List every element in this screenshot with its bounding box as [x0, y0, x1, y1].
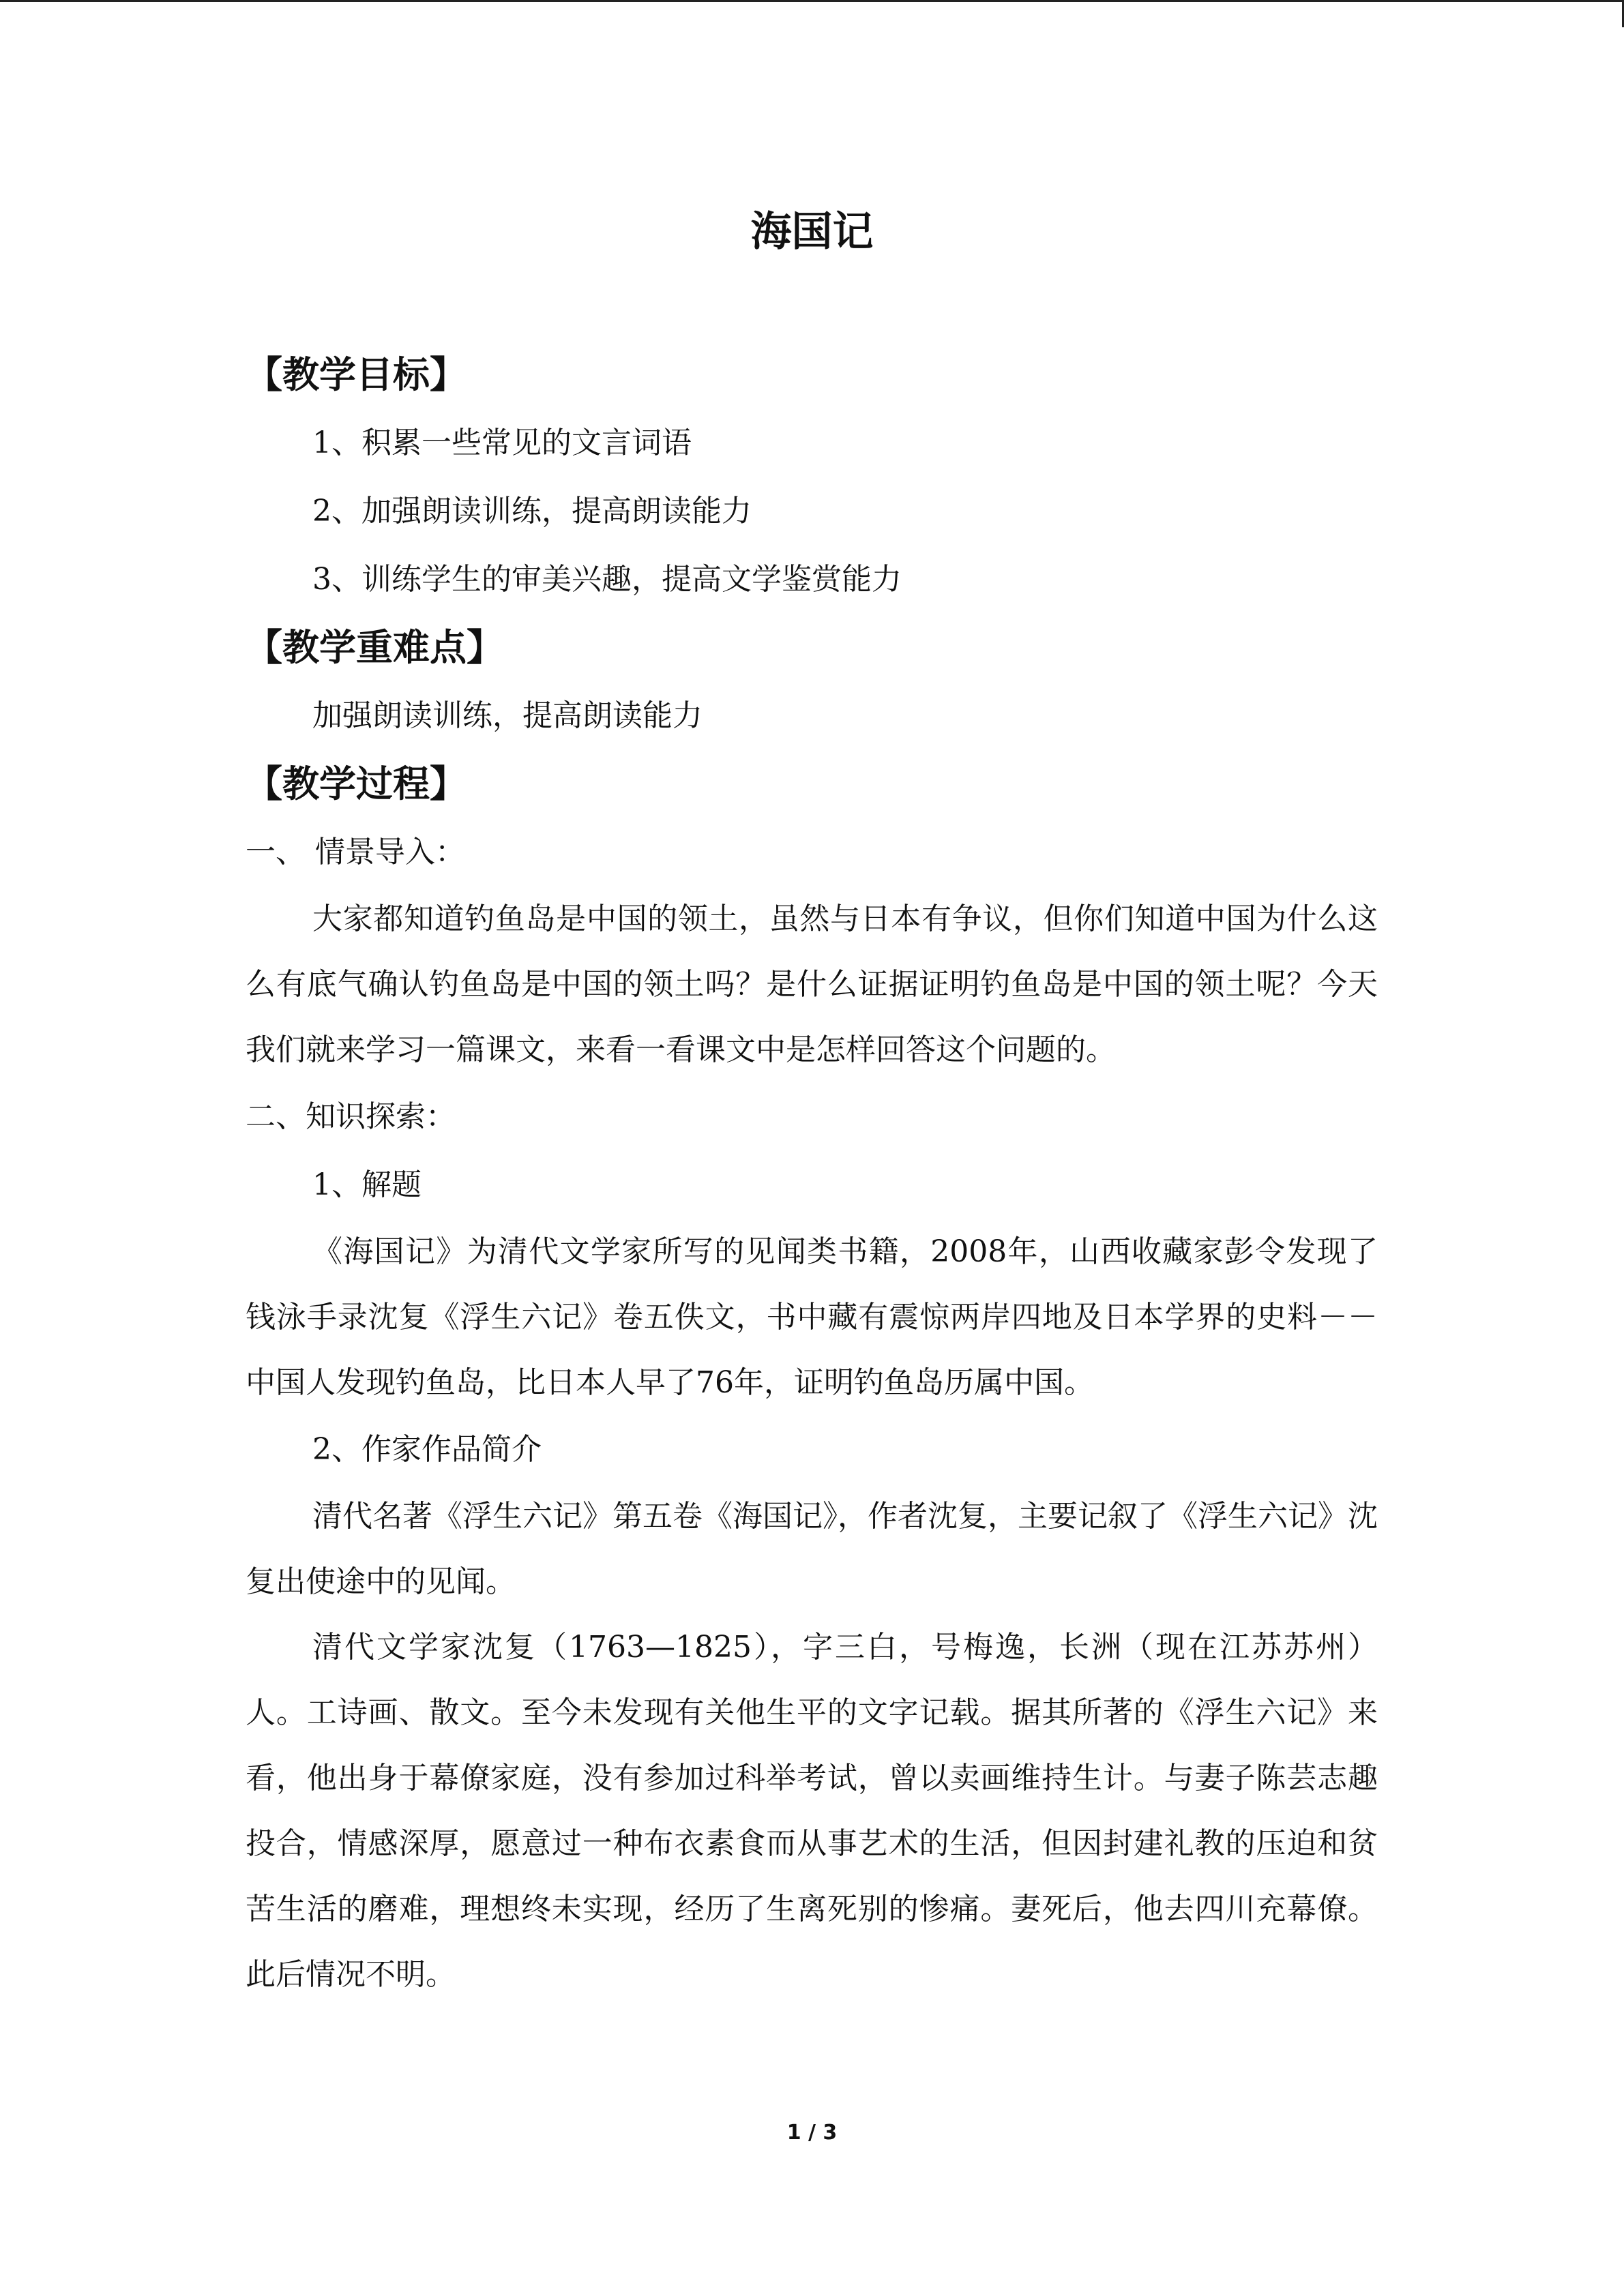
objective-item-3: 3、训练学生的审美兴趣，提高文学鉴赏能力 [312, 562, 902, 597]
key-points-text: 加强朗读训练，提高朗读能力 [312, 698, 703, 733]
objective-item-1: 1、积累一些常见的文言词语 [312, 426, 692, 460]
heading-process: 【教学过程】 [246, 762, 467, 805]
document-body [246, 341, 1378, 2008]
page-number: 1 / 3 [786, 2121, 838, 2145]
document-title: 海国记 [750, 208, 874, 256]
process-part2-sub2-paragraph-1: 清代名著《浮生六记》第五卷《海国记》，作者沈复，主要记叙了《浮生六记》沈复出使途中的见闻。 [246, 1499, 1378, 1599]
process-part2-sub1-paragraph: 《海国记》为清代文学家所写的见闻类书籍，2008年，山西收藏家彭令发现了钱泳手录沈复《浮生六记》卷五佚文，书中藏有震惊两岸四地及日本学界的史料－－中国人发现钓鱼岛，比日本人早了76年，证明钓鱼岛历属中国。 [246, 1234, 1378, 1400]
heading-key-points: 【教学重难点】 [246, 626, 503, 669]
process-part2-label: 二、知识探索： [246, 1099, 456, 1134]
process-part2-sub1-label: 1、解题 [312, 1167, 422, 1202]
heading-objectives: 【教学目标】 [246, 353, 467, 396]
process-part1-paragraph: 大家都知道钓鱼岛是中国的领土，虽然与日本有争议，但你们知道中国为什么这么有底气确认钓鱼岛是中国的领土吗？是什么证据证明钓鱼岛是中国的领土呢？今天我们就来学习一篇课文，来看一看课文中是怎样回答这个问题的。 [246, 901, 1378, 1067]
process-part1-label: 一、 情景导入： [246, 835, 465, 869]
top-border-line [0, 0, 1624, 2]
objective-item-2: 2、加强朗读训练，提高朗读能力 [312, 494, 752, 528]
process-part2-sub2-label: 2、作家作品简介 [312, 1432, 542, 1467]
process-part2-sub2-paragraph-2: 清代文学家沈复（1763—1825），字三白，号梅逸，长洲（现在江苏苏州）人。工诗画、散文。至今未发现有关他生平的文字记载。据其所著的《浮生六记》来看，他出身于幕僚家庭，没有参加过科举考试，曾以卖画维持生计。与妻子陈芸志趣投合，情感深厚，愿意过一种布衣素食而从事艺术的生活，但因封建礼教的压迫和贫苦生活的磨难，理想终未实现，经历了生离死别的惨痛。妻死后，他去四川充幕僚。此后情况不明。 [246, 1630, 1378, 1992]
